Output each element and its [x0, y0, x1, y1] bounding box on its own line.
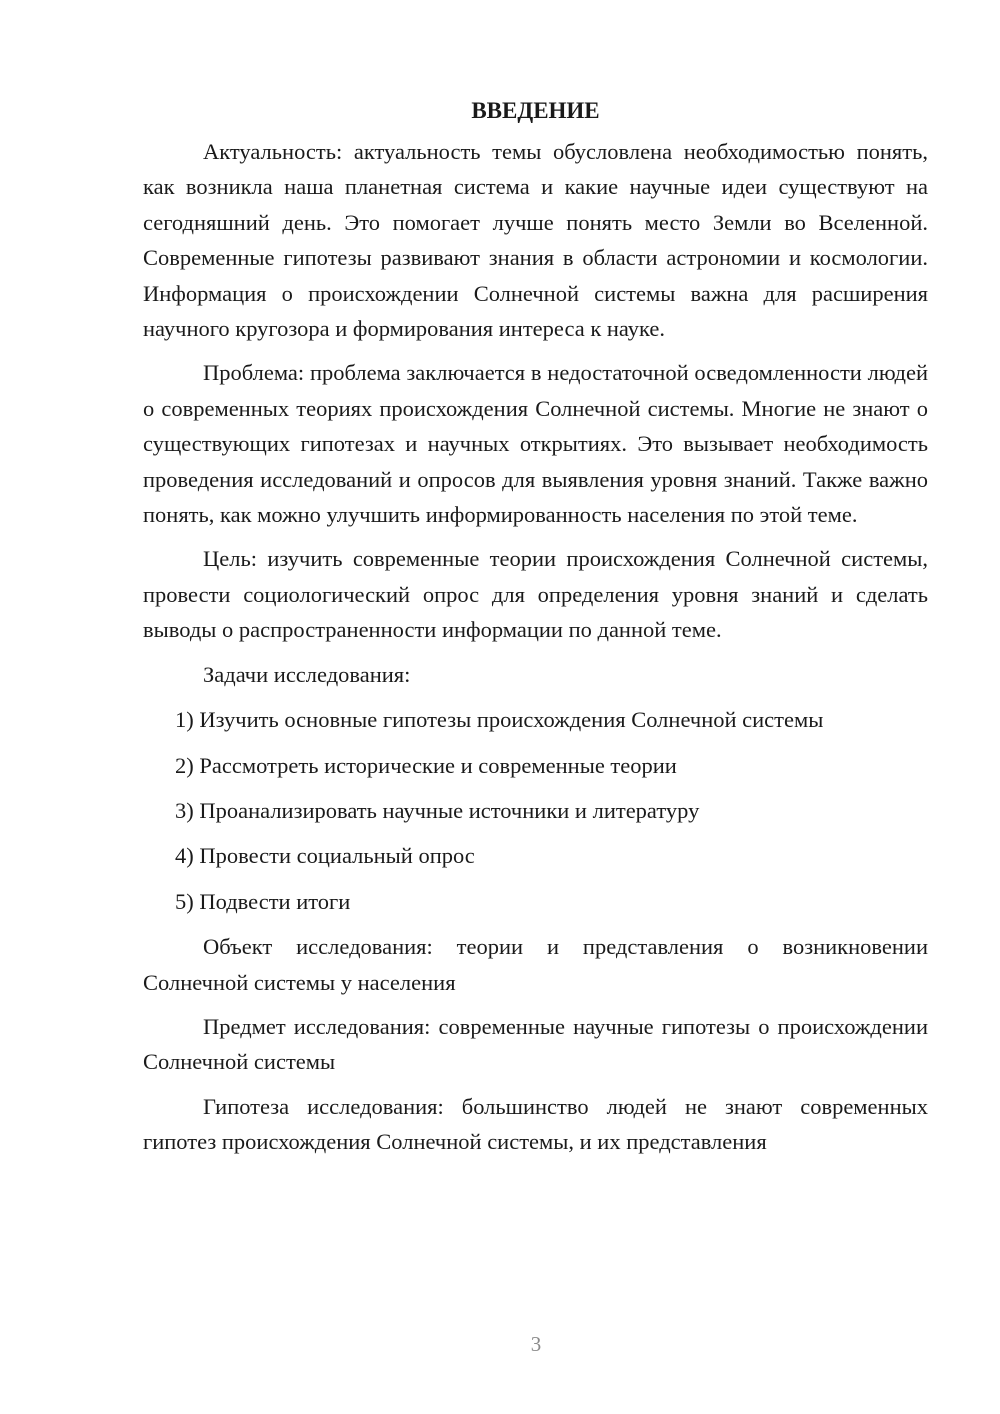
goal-paragraph: Цель: изучить современные теории происхождения Солнечной системы, провести социологический опрос для определения уровня знаний и сделать выводы о распространенности информации по данной теме.: [143, 546, 928, 643]
task-item: 1) Изучить основные гипотезы происхождения Солнечной системы: [175, 707, 824, 733]
object-paragraph: Объект исследования: теории и представления о возникновении Солнечной системы у населения: [143, 934, 928, 995]
problem-paragraph: Проблема: проблема заключается в недостаточной осведомленности людей о современных теориях происхождения Солнечной системы. Многие не знают о существующих гипотезах и научных открытиях. Это вызывает необходимость проведения исследований и опросов для выявления уровня знаний. Также важно понять, как можно улучшить информированность населения по этой теме.: [143, 360, 928, 528]
task-item: 3) Проанализировать научные источники и литературу: [175, 797, 700, 823]
section-heading: ВВЕДЕНИЕ: [471, 98, 600, 123]
page-content: [143, 94, 928, 1169]
task-item: 5) Подвести итоги: [175, 888, 351, 914]
hypothesis-paragraph: Гипотеза исследования: большинство людей не знают современных гипотез происхождения Солнечной системы, и их представления: [143, 1093, 928, 1155]
subject-paragraph: Предмет исследования: современные научные гипотезы о происхождении Солнечной системы: [143, 1013, 928, 1075]
tasks-title: Задачи исследования:: [203, 661, 411, 687]
task-item: 2) Рассмотреть исторические и современные теории: [175, 752, 677, 778]
task-list: [143, 702, 928, 919]
page-number: 3: [530, 1332, 542, 1356]
task-item: 4) Провести социальный опрос: [175, 843, 475, 869]
relevance-paragraph: Актуальность: актуальность темы обусловлена необходимостью понять, как возникла наша планетная система и какие научные идеи существуют на сегодняшний день. Это помогает лучше понять место Земли во Вселенной. Современные гипотезы развивают знания в области астрономии и космологии. Информация о происхождении Солнечной системы важна для расширения научного кругозора и формирования интереса к науке.: [143, 139, 928, 342]
